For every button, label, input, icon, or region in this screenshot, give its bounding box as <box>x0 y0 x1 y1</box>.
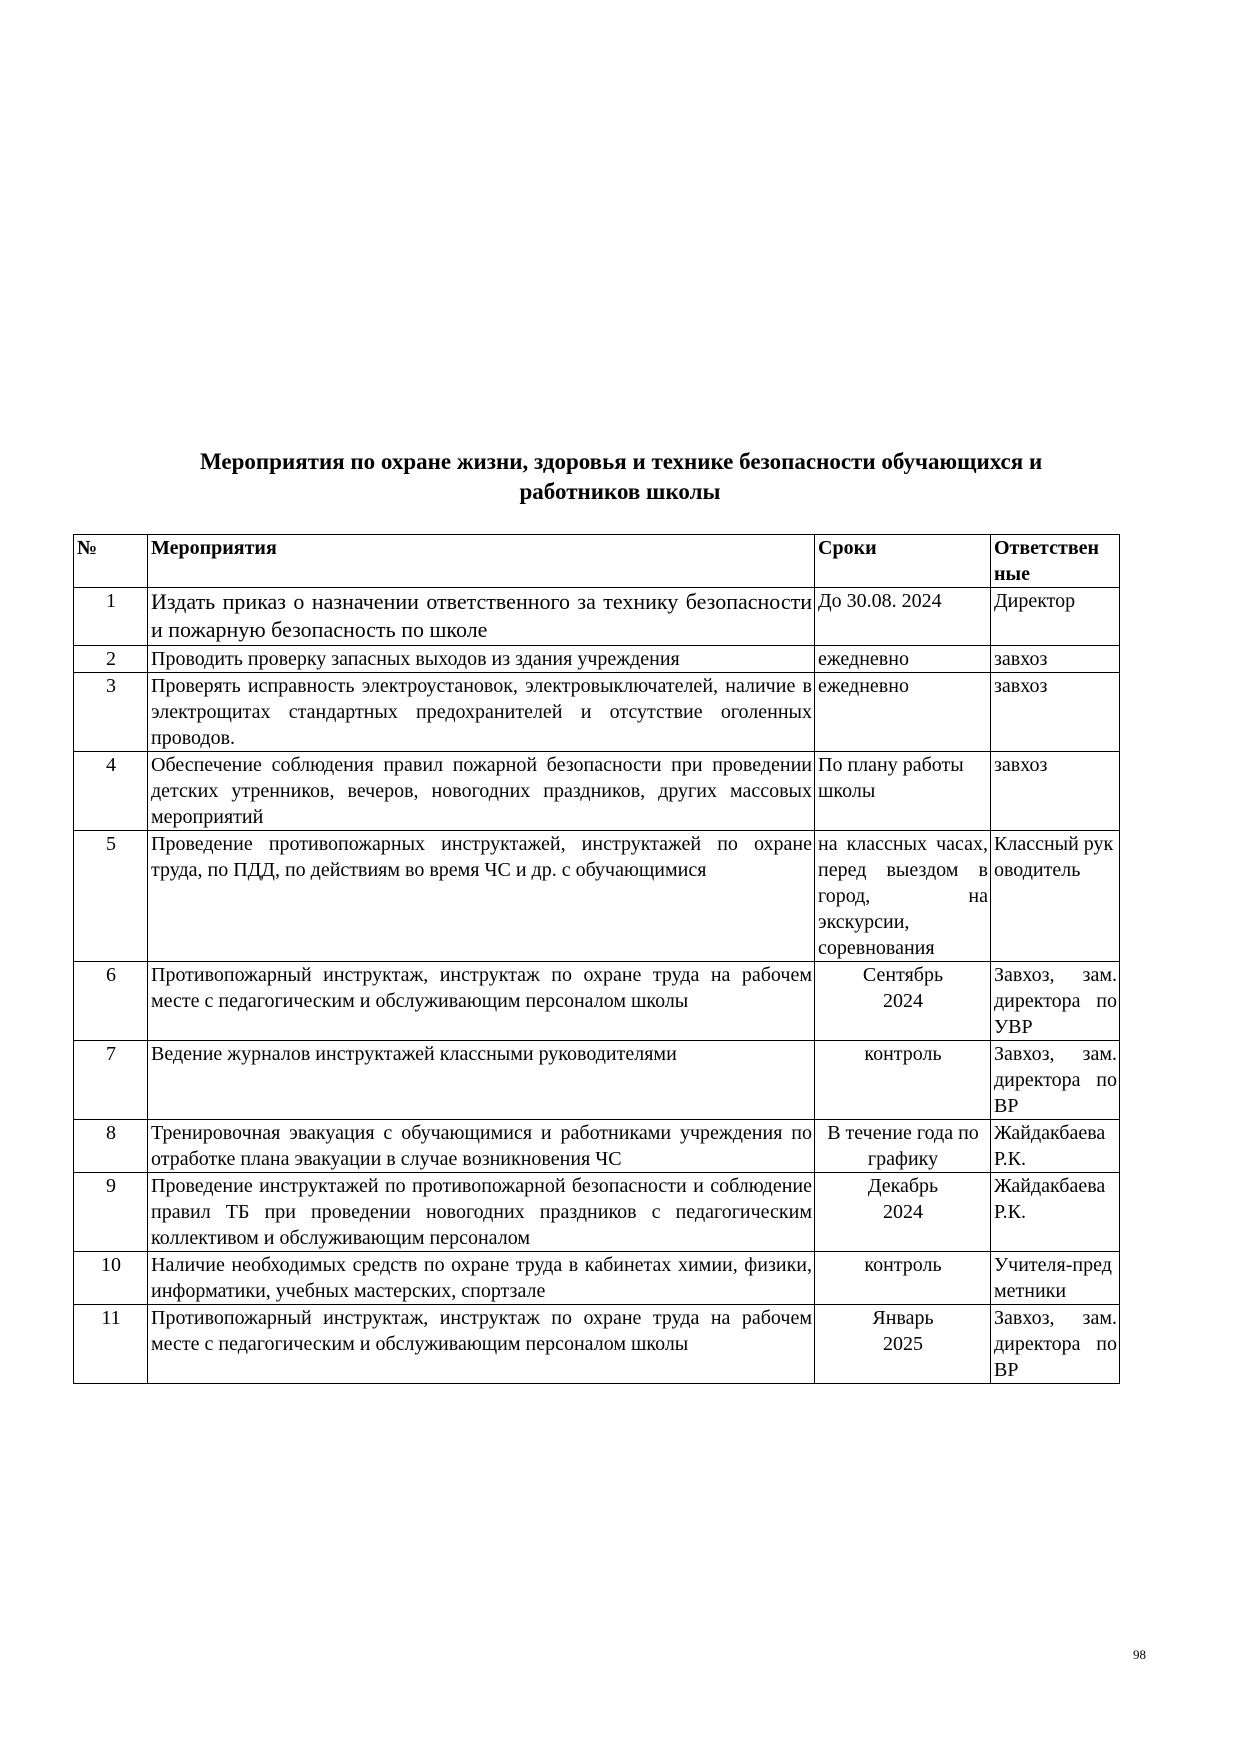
row-term <box>815 1173 991 1252</box>
row-responsible: завхоз <box>991 646 1120 673</box>
term-text: Сентябрь 2024 <box>862 964 944 1012</box>
row-term: контроль <box>815 1252 991 1305</box>
row-responsible: Завхоз, зам. директора по ВР <box>991 1041 1120 1120</box>
table-row <box>74 752 1120 831</box>
header-number: № <box>74 535 148 588</box>
table-row <box>74 646 1120 673</box>
row-term: В течение года по графику <box>815 1120 991 1173</box>
row-number: 11 <box>74 1305 148 1384</box>
row-term: ежедневно <box>815 646 991 673</box>
row-number: 3 <box>74 673 148 752</box>
header-measures: Мероприятия <box>148 535 815 588</box>
title-line-2: работников школы <box>519 479 721 504</box>
row-responsible: завхоз <box>991 673 1120 752</box>
row-action: Ведение журналов инструктажей классными руководителями <box>148 1041 815 1120</box>
row-responsible: завхоз <box>991 752 1120 831</box>
header-terms: Сроки <box>815 535 991 588</box>
row-action: Проводить проверку запасных выходов из здания учреждения <box>148 646 815 673</box>
term-text: Декабрь 2024 <box>867 1175 939 1223</box>
row-action: Издать приказ о назначении ответственного за технику безопасности и пожарную безопасность по школе <box>148 588 815 646</box>
row-action: Противопожарный инструктаж, инструктаж по охране труда на рабочем месте с педагогическим и обслуживающим персоналом школы <box>148 962 815 1041</box>
row-responsible: Жайдакбаева Р.К. <box>991 1173 1120 1252</box>
row-action: Проверять исправность электроустановок, электровыключателей, наличие в электрощитах стандартных предохранителей и отсутствие оголенных проводов. <box>148 673 815 752</box>
row-number: 2 <box>74 646 148 673</box>
row-term: По плану работы школы <box>815 752 991 831</box>
row-responsible: Директор <box>991 588 1120 646</box>
row-action: Наличие необходимых средств по охране труда в кабинетах химии, физики, информатики, учебных мастерских, спортзале <box>148 1252 815 1305</box>
row-action: Тренировочная эвакуация с обучающимися и работниками учреждения по отработке плана эвакуации в случае возникновения ЧС <box>148 1120 815 1173</box>
row-number: 4 <box>74 752 148 831</box>
page-number: 98 <box>1133 1647 1146 1662</box>
table-row <box>74 673 1120 752</box>
row-action: Проведение инструктажей по противопожарной безопасности и соблюдение правил ТБ при проведении новогодних праздников с педагогическим коллективом и обслуживающим персоналом <box>148 1173 815 1252</box>
row-responsible: Классный руководитель <box>991 831 1120 962</box>
row-term: До 30.08. 2024 <box>815 588 991 646</box>
row-number: 9 <box>74 1173 148 1252</box>
row-number: 7 <box>74 1041 148 1120</box>
row-number: 5 <box>74 831 148 962</box>
row-number: 1 <box>74 588 148 646</box>
row-responsible: Жайдакбаева Р.К. <box>991 1120 1120 1173</box>
table-row <box>74 588 1120 646</box>
row-responsible: Завхоз, зам. директора по УВР <box>991 962 1120 1041</box>
row-action: Обеспечение соблюдения правил пожарной безопасности при проведении детских утренников, вечеров, новогодних праздников, других массовых мероприятий <box>148 752 815 831</box>
table-row <box>74 1120 1120 1173</box>
row-action: Противопожарный инструктаж, инструктаж по охране труда на рабочем месте с педагогическим и обслуживающим персоналом школы <box>148 1305 815 1384</box>
table-row <box>74 1041 1120 1120</box>
table-header-row <box>74 535 1120 588</box>
safety-measures-table <box>73 534 1120 1384</box>
table-row <box>74 831 1120 962</box>
row-responsible: Учителя-предметники <box>991 1252 1120 1305</box>
row-term <box>815 1305 991 1384</box>
row-number: 10 <box>74 1252 148 1305</box>
term-text: Январь 2025 <box>872 1307 934 1355</box>
row-responsible: Завхоз, зам. директора по ВР <box>991 1305 1120 1384</box>
row-term: ежедневно <box>815 673 991 752</box>
table-row <box>74 1252 1120 1305</box>
table-row <box>74 1173 1120 1252</box>
row-number: 8 <box>74 1120 148 1173</box>
title-line-1: Мероприятия по охране жизни, здоровья и технике безопасности обучающихся и <box>200 449 1043 474</box>
table-row <box>74 962 1120 1041</box>
row-number: 6 <box>74 962 148 1041</box>
row-term <box>815 962 991 1041</box>
document-title <box>200 447 1140 507</box>
table-row <box>74 1305 1120 1384</box>
row-action: Проведение противопожарных инструктажей, инструктажей по охране труда, по ПДД, по действиям во время ЧС и др. с обучающимися <box>148 831 815 962</box>
row-term: на классных часах, перед выездом в город, на экскурсии, соревнования <box>815 831 991 962</box>
header-responsible: Ответствен ные <box>991 535 1120 588</box>
row-term: контроль <box>815 1041 991 1120</box>
